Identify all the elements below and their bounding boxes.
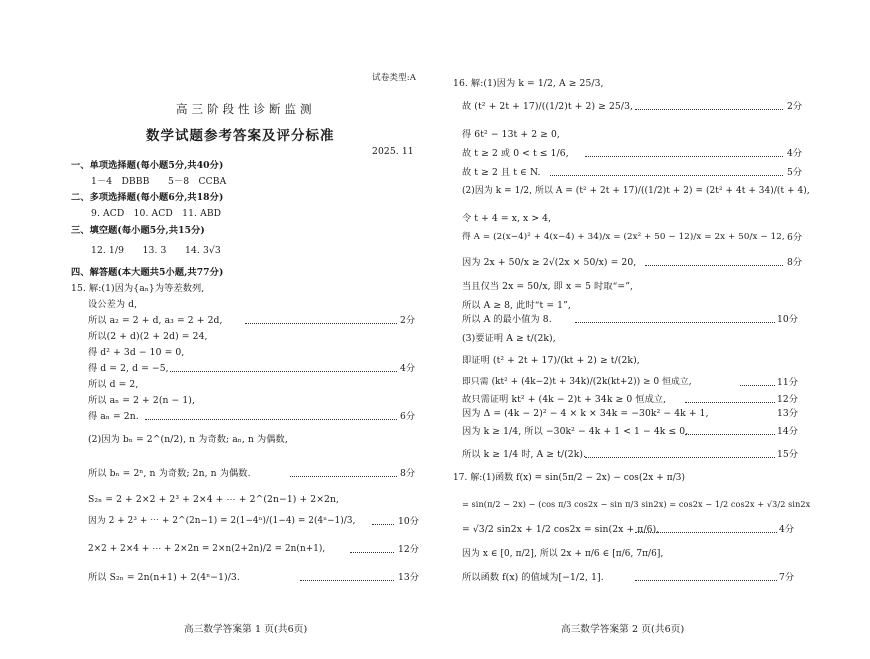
solution-line: 所以(2 + d)(2 + 2d) = 24, (88, 331, 208, 342)
solution-line: 故只需证明 kt² + (4k − 2)t + 34k ≥ 0 恒成立, (462, 394, 667, 405)
solution-line: 故 t ≥ 2 或 0 < t ≤ 1/6, (462, 148, 569, 159)
solution-line: 所以 bₙ = 2ⁿ, n 为奇数; 2n, n 为偶数. (88, 468, 251, 479)
solution-line: 2×2 + 2×4 + ⋯ + 2×2n = 2×n(2+2n)/2 = 2n(n+1), (88, 544, 326, 554)
score-mark: 6分 (400, 411, 416, 422)
solution-line: 得 6t² − 13t + 2 ≥ 0, (462, 129, 560, 140)
score-mark: 15分 (777, 449, 798, 460)
solution-line: 得 d² + 3d − 10 = 0, (88, 347, 185, 358)
solution-line: 设公差为 d, (88, 299, 138, 310)
solution-line: 得 A = (2(x−4)² + 4(x−4) + 34)/x = (2x² + 50 − 12)/x = 2x + 50/x − 12, (462, 232, 785, 242)
dot-leader (372, 524, 394, 525)
dot-leader (585, 457, 775, 458)
solution-line: 即证明 (t² + 2t + 17)/(kt + 2) ≥ t/(2k), (462, 355, 640, 366)
score-mark: 2分 (400, 315, 416, 326)
solution-line: 因为 x ∈ [0, π/2], 所以 2x + π/6 ∈ [π/6, 7π/6], (462, 549, 664, 559)
solution-line: 因为 2x + 50/x ≥ 2√(2x × 50/x) = 20, (462, 257, 637, 268)
score-mark: 4分 (400, 363, 416, 374)
score-mark: 13分 (777, 408, 798, 419)
solution-line: 所以 k ≥ 1/4 时, A ≥ t/(2k). (462, 449, 587, 460)
solution-line: 得 aₙ = 2n. (88, 411, 139, 422)
answer-line: 12. 1/9 13. 3 14. 3√3 (91, 245, 221, 256)
solution-line: 所以 d = 2, (88, 379, 139, 390)
solution-line: 所以 S₂ₙ = 2n(n+1) + 2(4ⁿ−1)/3. (88, 572, 240, 583)
score-mark: 4分 (779, 524, 795, 535)
exam-type: 试卷类型:A (372, 73, 417, 83)
score-mark: 10分 (398, 516, 419, 527)
solution-line: (3)要证明 A ≥ t/(2k), (462, 333, 556, 344)
dot-leader (685, 402, 775, 403)
section-heading: 一、单项选择题(每小题5分,共40分) (71, 160, 224, 171)
dot-leader (550, 175, 783, 176)
solution-line: 令 t + 4 = x, x > 4, (462, 213, 552, 224)
section-heading: 三、填空题(每小题5分,共15分) (71, 225, 205, 236)
dot-leader (575, 322, 775, 323)
dot-leader (685, 434, 775, 435)
dot-leader (290, 476, 397, 477)
score-mark: 5分 (787, 167, 803, 178)
score-mark: 4分 (787, 148, 803, 159)
dot-leader (145, 419, 397, 420)
section-heading: 二、多项选择题(每小题6分,共18分) (71, 192, 224, 203)
score-mark: 12分 (398, 544, 419, 555)
solution-line: 所以 A 的最小值为 8. (462, 314, 552, 325)
score-mark: 10分 (777, 314, 798, 325)
section-heading: 四、解答题(本大题共5小题,共77分) (71, 267, 224, 278)
solution-line: 因为 2 + 2³ + ⋯ + 2^(2n−1) = 2(1−4ⁿ)/(1−4) = 2(4ⁿ−1)/3, (88, 516, 356, 526)
solution-line: 得 d = 2, d = −5, (88, 363, 169, 374)
solution-line: 因为 k ≥ 1/4, 所以 −30k² − 4k + 1 < 1 − 4k ≤ 0, (462, 426, 689, 437)
solution-line: 故 (t² + 2t + 17)/((1/2)t + 2) ≥ 25/3, (462, 101, 634, 112)
solution-line: 所以 a₂ = 2 + d, a₃ = 2 + 2d, (88, 315, 223, 326)
score-mark: 14分 (777, 426, 798, 437)
answer-line: 1－4 DBBB 5－8 CCBA (91, 176, 227, 187)
score-mark: 6分 (787, 232, 803, 243)
dot-leader (170, 371, 397, 372)
score-mark: 8分 (787, 257, 803, 268)
solution-line: (2)因为 k = 1/2, 所以 A = (t² + 2t + 17)/((1/2)t + 2) = (2t² + 4t + 34)/(t + 4), (462, 186, 810, 196)
score-mark: 7分 (779, 572, 795, 583)
answer-line: 9. ACD 10. ACD 11. ABD (91, 208, 222, 219)
dot-leader (740, 385, 775, 386)
dot-leader (635, 580, 777, 581)
dot-leader (300, 580, 394, 581)
solution-line: 当且仅当 2x = 50/x, 即 x = 5 时取“=”, (462, 281, 634, 292)
solution-line: 16. 解:(1)因为 k = 1/2, A ≥ 25/3, (453, 78, 604, 89)
score-mark: 11分 (777, 377, 798, 388)
dot-leader (635, 109, 783, 110)
solution-line: 所以 aₙ = 2 + 2(n − 1), (88, 395, 196, 406)
score-mark: 2分 (787, 101, 803, 112)
page-footer: 高三数学答案第 2 页(共6页) (561, 624, 685, 635)
solution-line: 15. 解:(1)因为{aₙ}为等差数列, (71, 283, 205, 294)
date: 2025. 11 (372, 146, 414, 157)
page-footer: 高三数学答案第 1 页(共6页) (184, 624, 308, 635)
solution-line: 所以函数 f(x) 的值域为[−1/2, 1]. (462, 572, 604, 583)
solution-line: 所以 A ≥ 8, 此时“t = 1”, (462, 300, 571, 311)
solution-line: 因为 Δ = (4k − 2)² − 4 × k × 34k = −30k² − 4k + 1, (462, 408, 709, 419)
solution-line: = √3/2 sin2x + 1/2 cos2x = sin(2x + π/6), (462, 524, 660, 535)
solution-line: 17. 解:(1)函数 f(x) = sin(5π/2 − 2x) − cos(2x + π/3) (453, 473, 686, 483)
solution-line: S₂ₙ = 2 + 2×2 + 2³ + 2×4 + ⋯ + 2^(2n−1) + 2×2n, (88, 494, 340, 505)
score-mark: 8分 (400, 468, 416, 479)
answer-page-2 (435, 0, 870, 659)
page-title: 高三阶段性诊断监测 (176, 102, 316, 116)
solution-line: 故 t ≥ 2 且 t ∈ N. (462, 167, 541, 178)
solution-line: = sin(π/2 − 2x) − (cos π/3 cos2x − sin π/3 sin2x) = cos2x − 1/2 cos2x + √3/2 sin2x (462, 499, 811, 509)
score-mark: 12分 (777, 394, 798, 405)
solution-line: 即只需 (kt² + (4k−2)t + 34k)/(2k(kt+2)) ≥ 0 恒成立, (462, 377, 692, 387)
dot-leader (585, 156, 783, 157)
score-mark: 13分 (398, 572, 419, 583)
dot-leader (635, 532, 777, 533)
dot-leader (645, 265, 783, 266)
dot-leader (350, 552, 394, 553)
page-subtitle: 数学试题参考答案及评分标准 (146, 128, 335, 144)
solution-line: (2)因为 bₙ = 2^(n/2), n 为奇数; aₙ, n 为偶数, (88, 434, 288, 445)
dot-leader (245, 323, 397, 324)
